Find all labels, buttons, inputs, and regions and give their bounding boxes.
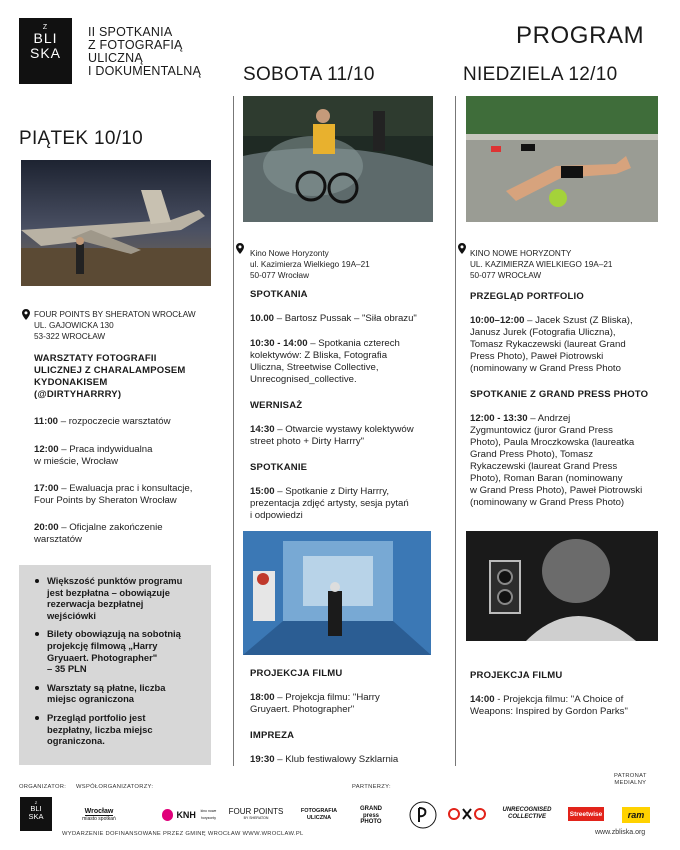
item-text: – Otwarcie wystawy kolektywów <box>277 424 414 435</box>
item-text: – Oficjalne zakończenie <box>61 522 163 533</box>
knh-logo <box>162 806 218 824</box>
coorganizers-label: WSPÓŁORGANIZATORZY: <box>76 784 154 790</box>
item-time: 12:00 <box>34 444 59 455</box>
zbliska-footer-logo <box>20 797 52 831</box>
schedule-item <box>34 483 224 507</box>
unrecognised-collective-logo <box>498 806 556 822</box>
section-title: PRZEGLĄD PORTFOLIO <box>470 291 584 302</box>
schedule-item <box>470 315 670 375</box>
info-line: Większość punktów programu <box>47 575 183 586</box>
item-text: kolektywów: Z Bliska, Fotografia <box>250 350 388 361</box>
info-line: jest bezpłatna – obowiązuje <box>47 586 170 598</box>
festival-line: I DOKUMENTALNĄ <box>88 64 201 78</box>
schedule-item <box>470 413 670 509</box>
item-text: Zygmuntowicz (juror Grand Press <box>470 425 613 436</box>
item-text: - Projekcja filmu: "A Choice of <box>497 694 624 705</box>
logo-ska: SKA <box>29 45 61 61</box>
unrec-logo-text: COLLECTIVE <box>507 814 546 820</box>
item-text: – Praca indywidualna <box>61 444 153 455</box>
fotografia-uliczna-logo <box>298 806 340 824</box>
info-line: Przegląd portfolio jest <box>47 711 146 723</box>
item-text: – Ewaluacja prac i konsultacje, <box>61 483 193 494</box>
item-time: 18:00 <box>250 692 275 703</box>
gpp-logo-text: press <box>362 812 379 819</box>
schedule-item <box>250 313 450 325</box>
festival-name <box>88 26 201 78</box>
item-text: – Spotkania czterech <box>310 338 400 349</box>
item-text: Four Points by Sheraton Wrocław <box>34 495 177 506</box>
item-text: Tomasz Rykaczewski (laureat Grand <box>470 339 626 350</box>
item-text: Unrecognised_collective. <box>250 374 357 385</box>
partners-label: PARTNERZY: <box>352 784 391 790</box>
item-time: 19:30 <box>250 754 275 765</box>
friday-schedule <box>34 416 224 546</box>
item-text: Rykaczewski (laureat Grand Press <box>470 461 618 472</box>
fotografia-logo-text: FOTOGRAFIA <box>300 808 338 814</box>
info-line: rezerwacja bezpłatnej <box>47 598 144 610</box>
info-line: ograniczona. <box>47 735 105 747</box>
schedule-item <box>250 424 450 448</box>
item-text: – Spotkanie z Dirty Harrry, <box>277 486 389 497</box>
sunbather-photo <box>466 96 658 222</box>
patronage-line: PATRONAT <box>614 773 647 779</box>
info-line: Gryuaert. Photographer" <box>47 651 158 663</box>
section-title: SPOTKANIA <box>250 289 308 300</box>
schedule-item <box>34 522 224 546</box>
item-time: 10.00 <box>250 313 275 324</box>
location-pin-icon <box>458 243 466 254</box>
friday-venue <box>34 309 196 342</box>
item-text: Uliczna, Streetwise Collective, <box>250 362 379 373</box>
saturday-title: SOBOTA 11/10 <box>243 64 375 85</box>
airplane-photo <box>21 160 211 286</box>
fotografia-logo-text: ULICZNA <box>306 815 332 821</box>
schedule-item <box>34 444 224 468</box>
item-time: 15:00 <box>250 486 275 497</box>
info-line: – 35 PLN <box>47 663 87 675</box>
item-time: 11:00 <box>34 416 59 427</box>
item-text: Photo), Paula Mroczkowska (laureatka <box>470 437 635 448</box>
item-time: 17:00 <box>34 483 59 494</box>
item-text: – rozpoczecie warsztatów <box>60 416 171 427</box>
item-text: – Klub festiwalowy Szklarnia <box>277 754 399 765</box>
unrec-logo-text: UNRECOGNISED <box>502 807 552 813</box>
item-text: warsztatów <box>34 534 82 545</box>
item-text: Janusz Jurek (Fotografia Uliczna), <box>470 327 616 338</box>
location-pin-icon <box>22 309 30 320</box>
saturday-venue <box>250 248 370 281</box>
logo-bli: BLI <box>30 804 42 813</box>
sunday-photo <box>466 96 658 222</box>
venue-line: KINO NOWE HORYZONTY <box>470 249 572 258</box>
info-line: Warsztaty są płatne, liczba <box>47 681 166 693</box>
patronage-line: MEDIALNY <box>614 780 647 786</box>
item-text: w mieście, Wrocław <box>34 456 119 467</box>
item-text: Gruyaert. Photographer" <box>250 704 355 715</box>
knh-dot-icon <box>162 809 173 821</box>
venue-line: Kino Nowe Horyzonty <box>250 249 329 258</box>
venue-line: FOUR POINTS BY SHERATON WROCŁAW <box>34 310 196 319</box>
item-text: w Grand Press Photo), Paweł Piotrowski <box>470 485 643 496</box>
knh-logo-text: KNH <box>176 809 196 820</box>
blue-room-photo <box>243 531 431 655</box>
section-title: SPOTKANIE <box>250 462 308 473</box>
column-divider <box>233 96 234 766</box>
section-title: WERNISAŻ <box>250 400 303 411</box>
zbliska-logo <box>19 18 72 84</box>
festival-line: II SPOTKANIA <box>88 25 173 39</box>
fourpoints-logo-text: FOUR POINTS <box>228 807 284 816</box>
fourpoints-logo-sub: BY SHERATON <box>243 816 269 820</box>
saturday-photo <box>243 96 433 222</box>
item-text: i odpowiedzi <box>250 510 303 521</box>
ram-logo: ram <box>622 807 650 823</box>
workshop-title-line: (@DIRTYHARRRY) <box>34 389 122 400</box>
info-box <box>19 565 211 765</box>
organizer-label: ORGANIZATOR: <box>19 784 67 790</box>
friday-title: PIĄTEK 10/10 <box>19 128 144 149</box>
circle-emblem-icon <box>408 800 438 830</box>
wroclaw-logo-sub: miasto spotkań <box>82 815 116 822</box>
red-circles-logo-icon <box>448 806 488 822</box>
info-line: bezpłatny, liczba miejsc <box>47 723 153 735</box>
location-pin-icon <box>236 243 244 254</box>
saturday-schedule <box>250 289 450 522</box>
section-title: PROJEKCJA FILMU <box>250 668 343 679</box>
workshop-title-line: KYDONAKISEM <box>34 377 108 388</box>
sunday-title: NIEDZIELA 12/10 <box>463 64 618 85</box>
item-time: 12:00 - 13:30 <box>470 413 528 424</box>
item-time: 10:00–12:00 <box>470 315 525 326</box>
workshop-title <box>34 353 186 401</box>
schedule-item <box>250 486 450 522</box>
patronage-label <box>614 773 647 787</box>
item-text: (nominowany w Grand Press Photo <box>470 363 621 374</box>
festival-line: ULICZNĄ <box>88 51 143 65</box>
logo-z: Z <box>42 24 49 31</box>
venue-line: ul. Kazimierza Wielkiego 19A–21 <box>250 260 370 269</box>
sunday-film-photo <box>466 531 658 641</box>
knh-logo-sub: kino nowe horyzonty <box>200 809 217 820</box>
workshop-title-line: WARSZTATY FOTOGRAFII <box>34 353 157 364</box>
logo-bli: BLI <box>33 30 58 46</box>
item-text: – Bartosz Pussak – "Siła obrazu" <box>276 313 417 324</box>
schedule-item <box>250 754 450 766</box>
info-line: Bilety obowiązują na sobotnią <box>47 628 181 640</box>
photographer-portrait-photo <box>466 531 658 641</box>
venue-line: 50-077 WROCŁAW <box>470 271 542 280</box>
fourpoints-logo <box>224 806 288 824</box>
logo-ska: SKA <box>28 812 44 821</box>
sunday-evening <box>470 670 670 718</box>
workshop-title-line: ULICZNEJ Z CHARALAMPOSEM <box>34 365 186 376</box>
venue-line: UL. KAZIMIERZA WIELKIEGO 19A–21 <box>470 260 613 269</box>
grand-press-photo-logo <box>352 804 390 828</box>
venue-line: UL. GAJOWICKA 130 <box>34 321 114 330</box>
item-text: – Andrzej <box>530 413 571 424</box>
website-link[interactable]: www.zbliska.org <box>595 829 646 836</box>
item-text: Grand Press Photo), Tomasz <box>470 449 593 460</box>
wroclaw-logo <box>74 806 124 824</box>
venue-line: 50-077 Wrocław <box>250 271 310 280</box>
streetwise-logo: Streetwise <box>568 807 604 821</box>
info-item <box>33 682 199 705</box>
item-time: 14:30 <box>250 424 275 435</box>
column-divider <box>455 96 456 766</box>
schedule-item <box>470 694 670 718</box>
section-title: PROJEKCJA FILMU <box>470 670 563 681</box>
schedule-item <box>250 338 450 386</box>
program-title: PROGRAM <box>516 22 645 49</box>
item-time: 10:30 - 14:00 <box>250 338 308 349</box>
friday-photo <box>21 160 211 286</box>
sunday-venue <box>470 248 612 281</box>
item-time: 14:00 <box>470 694 495 705</box>
item-text: Photo), Roman Baran (nominowany <box>470 473 623 484</box>
schedule-item <box>34 416 224 428</box>
info-item <box>33 575 199 621</box>
section-title: IMPREZA <box>250 730 295 741</box>
section-title: SPOTKANIE Z GRAND PRESS PHOTO <box>470 389 649 400</box>
venue-line: 53-322 WROCŁAW <box>34 332 106 341</box>
gpp-logo-text: GRAND <box>360 806 382 813</box>
item-text: (nominowany w Grand Press Photo) <box>470 497 625 508</box>
info-line: wejściówki <box>47 609 96 621</box>
item-text: Press Photo), Paweł Piotrowski <box>470 351 604 362</box>
item-text: street photo + Dirty Harrry" <box>250 436 365 447</box>
item-text: – Projekcja filmu: "Harry <box>277 692 380 703</box>
cyclist-photo <box>243 96 433 222</box>
info-item <box>33 628 199 674</box>
funding-note: WYDARZENIE DOFINANSOWANE PRZEZ GMINĘ WROCŁAW WWW.WROCLAW.PL <box>62 831 304 837</box>
item-text: – Jacek Szust (Z Bliska), <box>527 315 633 326</box>
gpp-logo-text: PHOTO <box>360 819 382 826</box>
saturday-evening <box>250 668 450 766</box>
logo-z: Z <box>34 800 38 805</box>
info-line: projekcję filmową „Harry <box>47 639 158 651</box>
item-text: prezentacja zdjęć artysty, sesja pytań <box>250 498 409 509</box>
item-text: Weapons: Inspired by Gordon Parks" <box>470 706 628 717</box>
info-line: miejsc ograniczona <box>47 693 135 705</box>
festival-line: Z FOTOGRAFIĄ <box>88 38 183 52</box>
schedule-item <box>250 692 450 716</box>
item-time: 20:00 <box>34 522 59 533</box>
saturday-film-photo <box>243 531 431 655</box>
wroclaw-logo-text: Wrocław <box>84 807 114 815</box>
sunday-schedule <box>470 291 670 509</box>
info-item <box>33 712 199 747</box>
